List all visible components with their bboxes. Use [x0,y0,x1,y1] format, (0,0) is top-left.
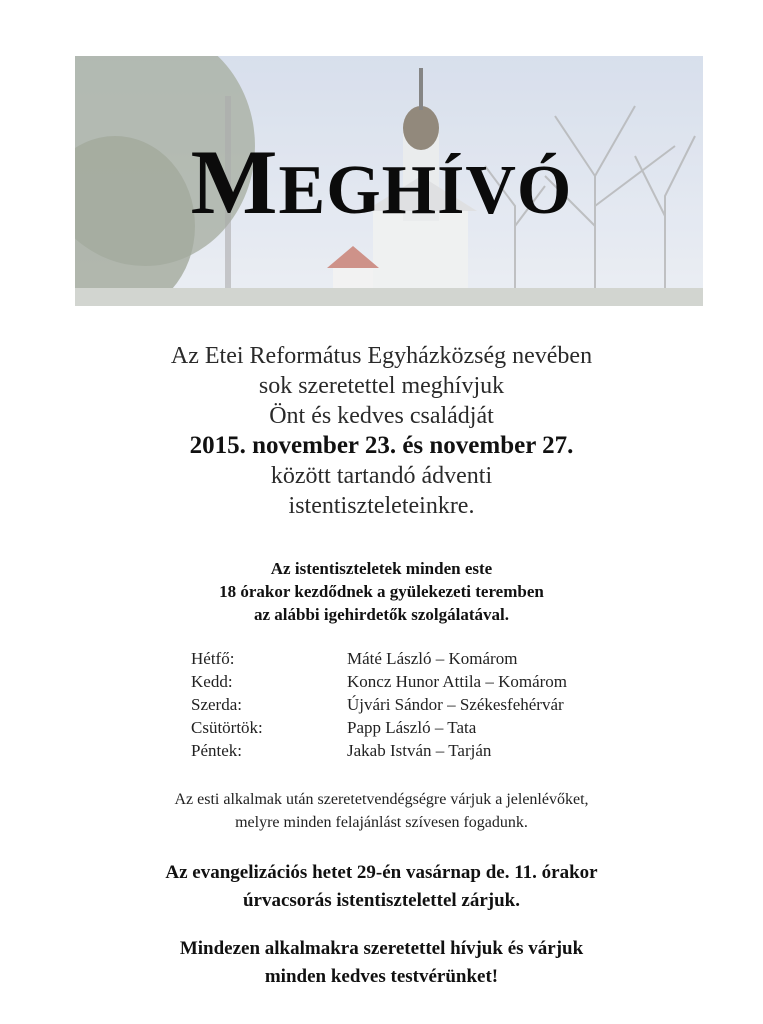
intro-line: Az Etei Református Egyházközség nevében [170,343,593,369]
schedule-day: Kedd: [191,672,233,691]
service-info: Az istentiszteletek minden este 18 órakor kezdődnek a gyülekezeti teremben az alábbi igehirdetők szolgálatával. [219,559,544,624]
schedule-row [191,716,651,739]
closing-invitation: Mindezen alkalmakra szeretettel hívjuk és várjuk minden kedves testvérünket! [179,938,584,987]
schedule-day: Szerda: [191,695,242,714]
schedule-day: Péntek: [191,741,242,760]
schedule-day: Hétfő: [191,649,235,668]
event-dates: 2015. november 23. és november 27. [189,432,574,459]
schedule-row [191,670,651,693]
intro-line: között tartandó ádventi [270,463,493,489]
closing-service-note: Az evangelizációs hetet 29-én vasárnap de. 11. órakor úrvacsorás istentisztelettel zárjuk. [165,862,598,911]
intro-line: istentiszteleteinkre. [288,493,475,519]
schedule-preacher: Papp László – Tata [347,718,477,737]
invitation-intro [0,341,763,521]
schedule-row [191,647,651,670]
schedule-preacher: Koncz Hunor Attila – Komárom [347,672,568,691]
page-title: MEGHÍVÓ [190,131,573,233]
reception-note: Az esti alkalmak után szeretetvendégségre várjuk a jelenlévőket, melyre minden felajánlást szívesen fogadunk. [174,791,589,831]
schedule-day: Csütörtök: [191,718,263,737]
intro-line: sok szeretettel meghívjuk [258,373,505,399]
schedule-row [191,739,651,762]
schedule-preacher: Jakab István – Tarján [347,741,492,760]
schedule-preacher: Máté László – Komárom [347,649,518,668]
intro-line: Önt és kedves családját [269,403,494,429]
preacher-schedule [191,647,651,762]
schedule-preacher: Újvári Sándor – Székesfehérvár [347,695,564,714]
schedule-row [191,693,651,716]
